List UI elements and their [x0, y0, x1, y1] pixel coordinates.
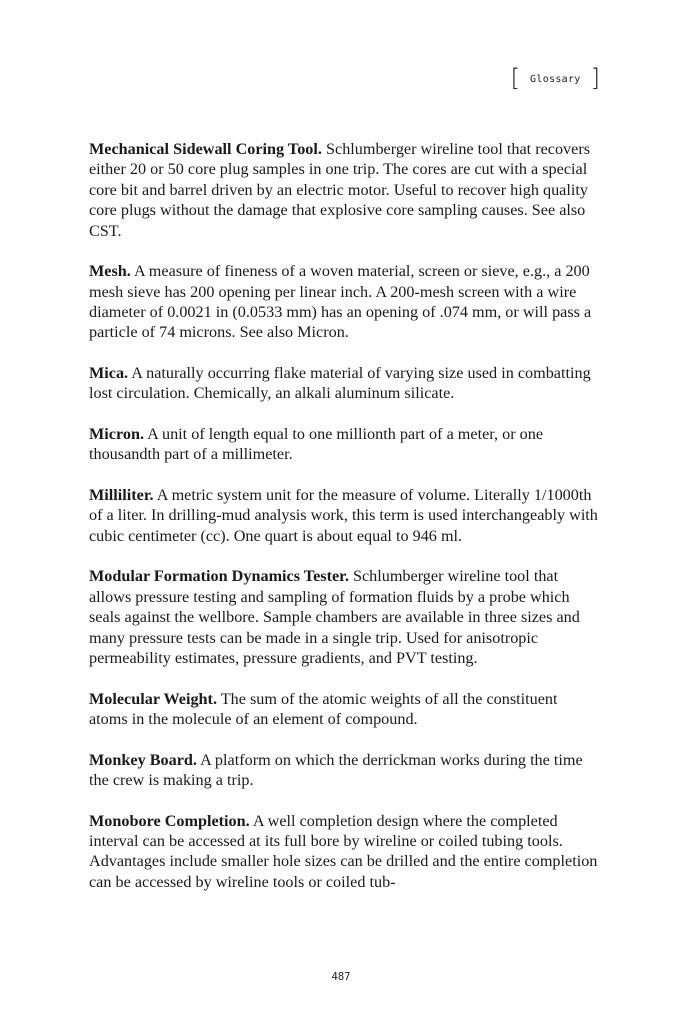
entry-definition: A well completion design where the completed interval can be accessed at its full bore by wireline or coiled tubing tools. Advantages include smaller hole sizes can be drilled and the entire completion can be accessed by wireline tools or coiled tub- [89, 811, 598, 891]
entry-definition: A naturally occurring flake material of varying size used in combatting lost circulation. Chemically, an alkali aluminum silicate. [89, 364, 591, 403]
entry-term: Modular Formation Dynamics Tester. [89, 567, 349, 586]
close-bracket: ] [590, 64, 600, 92]
running-head [511, 66, 600, 90]
entry-definition: Schlumberger wireline tool that allows pressure testing and sampling of formation fluids by a probe which seals against the wellbore. Sample chambers are available in three sizes and many pressure tests can be made in a single trip. Used for anisotropic permeability estimates, pressure gradients, and PVT testing. [89, 567, 580, 668]
glossary-entry [89, 424, 599, 465]
entry-term: Mesh. [89, 262, 131, 281]
entry-definition: Schlumberger wireline tool that recovers either 20 or 50 core plug samples in one trip. The cores are cut with a special core bit and barrel driven by an electric motor. Useful to recover high quality core plugs without the damage that explosive core sampling causes. See also CST. [89, 140, 591, 240]
entry-definition: The sum of the atomic weights of all the constituent atoms in the molecule of an element of compound. [89, 689, 558, 729]
entry-term: Molecular Weight. [89, 689, 217, 708]
glossary-entry [89, 139, 599, 241]
entry-definition: A platform on which the derrickman works during the time the crew is making a trip. [89, 750, 583, 790]
entry-term: Monobore Completion. [89, 811, 250, 830]
glossary-entry [89, 363, 599, 404]
entry-term: Milliliter. [89, 486, 154, 505]
open-bracket: [ [510, 64, 521, 92]
page-number: 487 [331, 971, 351, 983]
glossary-entry [89, 811, 599, 893]
glossary-entry [89, 750, 599, 791]
entry-definition: A unit of length equal to one millionth part of a meter, or one thousandth part of a millimeter. [89, 425, 544, 464]
glossary-body [89, 139, 599, 912]
entry-definition: A measure of fineness of a woven material, screen or sieve, e.g., a 200 mesh sieve has 200 opening per linear inch. A 200-mesh screen with a wire diameter of 0.0021 in (0.0533 mm) has an opening of .074 mm, or will pass a particle of 74 microns. See also Micron. [89, 262, 592, 342]
entry-term: Mica. [89, 364, 129, 383]
entry-term: Micron. [89, 425, 144, 444]
entry-term: Mechanical Sidewall Coring Tool. [89, 140, 322, 158]
entry-definition: A metric system unit for the measure of volume. Literally 1/1000th of a liter. In drilling-mud analysis work, this term is used interchangeably with cubic centimeter (cc). One quart is about equal to 946 ml. [89, 486, 598, 545]
glossary-entry [89, 689, 599, 730]
section-label: Glossary [530, 73, 581, 85]
entry-term: Monkey Board. [89, 750, 197, 769]
glossary-entry [89, 566, 599, 668]
glossary-entry [89, 261, 599, 343]
glossary-entry [89, 485, 599, 546]
